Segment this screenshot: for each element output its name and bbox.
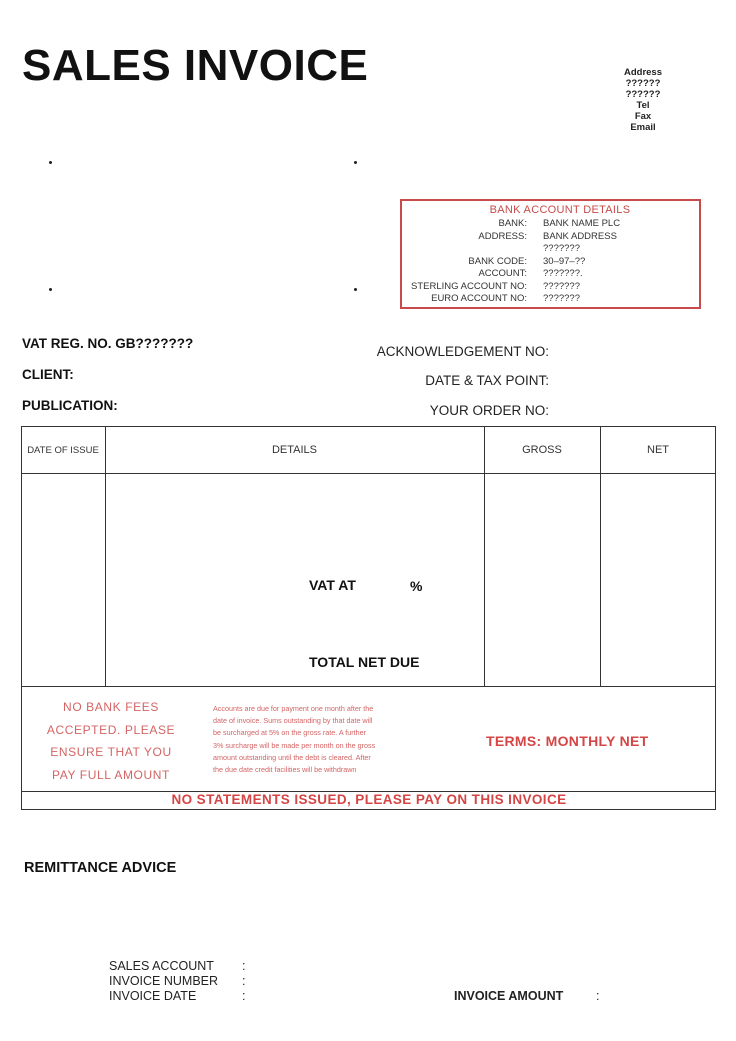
client-label: CLIENT: [22, 367, 74, 382]
vat-reg-number: VAT REG. NO. GB??????? [22, 336, 194, 351]
table-body-divider [21, 686, 716, 687]
acknowledgement-label: ACKNOWLEDGEMENT NO: [376, 344, 549, 359]
terms-line: 3% surcharge will be made per month on the gross [213, 740, 376, 750]
invoice-amount-colon: : [596, 989, 600, 1003]
sales-account-colon: : [242, 959, 246, 973]
bullet-dot [49, 288, 52, 291]
company-contact-block [612, 67, 674, 133]
bank-address-value: BANK ADDRESS [543, 231, 617, 242]
column-header-net: NET [647, 444, 669, 456]
terms-line: date of invoice. Sums outstanding by that date will [213, 716, 373, 726]
bank-address-cont-value: ??????? [543, 243, 580, 254]
column-header-date-of-issue: DATE OF ISSUE [27, 445, 99, 456]
euro-account-value: ??????? [543, 293, 580, 304]
bank-code-value: 30–97–?? [543, 256, 586, 267]
euro-account-label: EURO ACCOUNT NO: [431, 293, 527, 304]
terms-monthly-net: TERMS: MONTHLY NET [486, 733, 649, 749]
publication-label: PUBLICATION: [22, 398, 118, 413]
sales-account-label: SALES ACCOUNT [109, 959, 214, 973]
bank-details-title: BANK ACCOUNT DETAILS [489, 204, 631, 216]
bank-value: BANK NAME PLC [543, 218, 621, 229]
terms-line: amount outstanding until the debt is cleared. After [213, 752, 371, 762]
sterling-account-value: ??????? [543, 281, 580, 292]
remittance-advice-title: REMITTANCE ADVICE [24, 860, 177, 876]
date-tax-point-label: DATE & TAX POINT: [425, 373, 549, 388]
sterling-account-label: STERLING ACCOUNT NO: [411, 281, 527, 292]
vat-at-label: VAT AT [309, 577, 356, 593]
bullet-dot [49, 161, 52, 164]
fax-label: Fax [634, 111, 652, 122]
bank-fees-line: PAY FULL AMOUNT [52, 767, 170, 782]
no-statements-notice: NO STATEMENTS ISSUED, PLEASE PAY ON THIS INVOICE [171, 792, 567, 807]
tel-label: Tel [636, 100, 650, 111]
invoice-date-label: INVOICE DATE [109, 989, 197, 1003]
bank-fees-line: ACCEPTED. PLEASE [46, 722, 176, 737]
account-value: ???????. [543, 268, 583, 279]
vat-percent-sign: % [410, 578, 423, 594]
bank-fees-notice [42, 696, 180, 786]
address-line-1: ?????? [625, 78, 661, 89]
email-label: Email [630, 122, 656, 133]
bank-fees-line: NO BANK FEES [63, 700, 159, 714]
invoice-number-colon: : [242, 974, 246, 988]
bank-fees-line: ENSURE THAT YOU [50, 745, 172, 759]
address-label: Address [623, 67, 662, 78]
column-header-details: DETAILS [271, 444, 318, 456]
address-line-2: ?????? [625, 89, 661, 100]
column-divider [600, 426, 601, 686]
page-title: SALES INVOICE [22, 41, 369, 90]
bullet-dot [354, 161, 357, 164]
invoice-number-label: INVOICE NUMBER [109, 974, 219, 988]
payment-terms-text [213, 703, 429, 776]
terms-line: Accounts are due for payment one month after the [213, 704, 374, 713]
bank-label: BANK: [498, 218, 527, 229]
terms-line: the due date credit facilities will be withdrawn [213, 765, 357, 775]
column-divider [484, 426, 485, 686]
bullet-dot [354, 288, 357, 291]
terms-line: be surcharged at 5% on the gross rate. A further [213, 728, 367, 738]
total-net-due-label: TOTAL NET DUE [309, 654, 420, 670]
table-header-divider [21, 473, 716, 474]
bank-code-label: BANK CODE: [468, 256, 527, 267]
bank-address-label: ADDRESS: [478, 231, 527, 242]
account-label: ACCOUNT: [478, 268, 527, 279]
your-order-label: YOUR ORDER NO: [429, 403, 549, 418]
column-header-gross: GROSS [522, 444, 562, 456]
invoice-amount-label: INVOICE AMOUNT [454, 989, 564, 1003]
column-divider [105, 426, 106, 686]
invoice-date-colon: : [242, 989, 246, 1003]
